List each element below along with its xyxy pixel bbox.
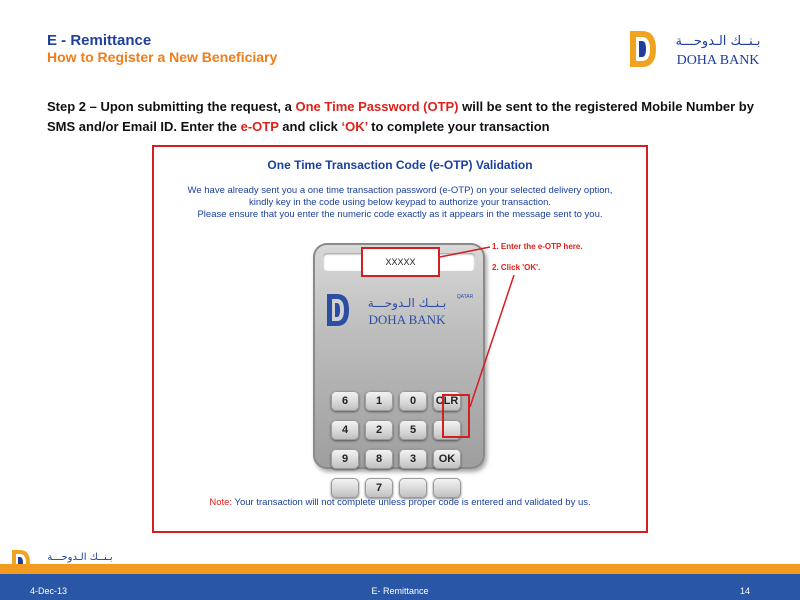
footer-date: 4-Dec-13 [30,586,68,596]
key-5[interactable]: 5 [399,420,427,440]
step-instruction: Step 2 – Upon submitting the request, a One Time Password (OTP) will be sent to the registered Mobile Number by SMS and/or Email ID. Enter the e-OTP and click ‘OK’ to complete your transaction [47,99,754,134]
key-7[interactable]: 7 [365,478,393,498]
panel-title: One Time Transaction Code (e-OTP) Validation [267,158,533,172]
svg-text:DOHA BANK: DOHA BANK [368,312,446,327]
footer-title: E- Remittance [371,586,429,596]
doha-bank-emblem-icon [630,31,656,67]
callout-click-ok: 2. Click 'OK'. [492,263,541,272]
slide-subtitle: How to Register a New Beneficiary [47,49,278,65]
doha-bank-logo [626,27,778,71]
key-4[interactable]: 4 [331,420,359,440]
key-0[interactable]: 0 [399,391,427,411]
arrow-line-ok [470,275,514,407]
callout-arrows [154,147,646,531]
key-8[interactable]: 8 [365,449,393,469]
key-2[interactable]: 2 [365,420,393,440]
key-1[interactable]: 1 [365,391,393,411]
footer-orange-bar [0,564,800,574]
callout-enter-otp: 1. Enter the e-OTP here. [492,242,583,251]
svg-text:بـنــك الـدوحـــة: بـنــك الـدوحـــة [47,552,113,563]
svg-text:QATAR: QATAR [456,294,474,300]
panel-note: Note: Your transaction will not complete unless proper code is entered and validated by us. [209,497,591,508]
slide-title: E - Remittance [47,32,152,49]
key-6[interactable]: 6 [331,391,359,411]
panel-instructions: We have already sent you a one time transaction password (e-OTP) on your selected delivery option, kindly key in the code using below keypad to authorize your transaction. Please ensure that you enter the numeric code exactly as it appears in the message sent to you. [187,185,613,220]
footer-page-number: 14 [740,586,751,596]
key-3[interactable]: 3 [399,449,427,469]
otp-input-field[interactable]: XXXXX [361,247,440,277]
key-9[interactable]: 9 [331,449,359,469]
arrow-line-otp [440,247,490,257]
key-clr[interactable]: CLR [433,391,461,411]
svg-text:بـنــك الـدوحـــة: بـنــك الـدوحـــة [367,296,447,310]
otp-validation-panel [152,145,648,533]
key-ok[interactable]: OK [433,449,461,469]
logo-arabic-text: بـنــك الـدوحـــة [675,34,761,49]
logo-english-text: DOHA BANK [676,53,760,68]
